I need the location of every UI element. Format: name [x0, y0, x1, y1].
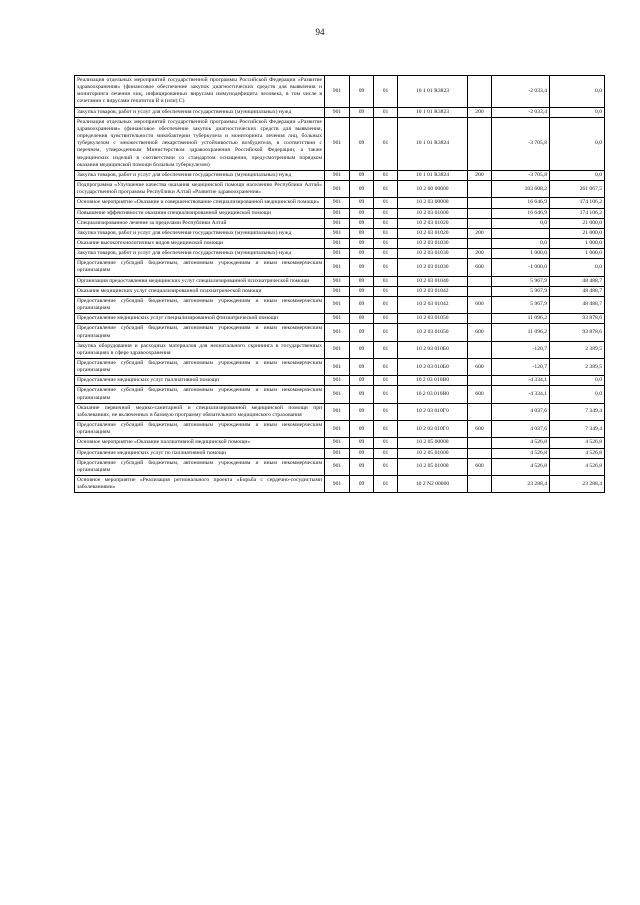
- row-subsection-code: 01: [374, 296, 398, 313]
- row-subsection-code: 01: [374, 218, 398, 228]
- row-admin-code: 901: [325, 421, 350, 438]
- row-subsection-code: 01: [374, 228, 398, 238]
- row-admin-code: 901: [325, 259, 350, 276]
- row-description: Предоставление субсидий бюджетным, автономным учреждениям и иным некоммерческим организациям: [75, 359, 325, 376]
- row-target-article: 10 2 03 01050: [398, 314, 468, 324]
- table-row: [75, 403, 605, 420]
- row-target-article: 10 2 03 010В0: [398, 376, 468, 386]
- table-row: [75, 314, 605, 324]
- row-amount-2: 2 389,5: [550, 359, 605, 376]
- row-amount-1: -4 334,1: [492, 376, 550, 386]
- row-subsection-code: 01: [374, 448, 398, 458]
- row-admin-code: 901: [325, 249, 350, 259]
- row-section-code: 09: [350, 228, 374, 238]
- row-description: Реализация отдельных мероприятий государственной программы Российской Федерации «Развитие здравоохранения» (финансовое обеспечение закупок диагностических средств для выявления и мониторинга лечения лиц, инфицированных вирусами иммунодефицита человека, в том числе в сочетании с вирусами гепатитов В и (или) С): [75, 76, 325, 108]
- row-subsection-code: 01: [374, 286, 398, 296]
- row-description: Предоставление субсидий бюджетным, автономным учреждениям и иным некоммерческим организациям: [75, 259, 325, 276]
- row-amount-2: 2 389,5: [550, 341, 605, 358]
- row-expense-type: 200: [468, 170, 492, 180]
- row-amount-2: 0,0: [550, 117, 605, 170]
- row-amount-1: 11 096,2: [492, 324, 550, 341]
- row-amount-2: 4 526,8: [550, 448, 605, 458]
- row-target-article: 10 2 N2 00000: [398, 476, 468, 493]
- table-row: [75, 249, 605, 259]
- row-section-code: 09: [350, 458, 374, 475]
- row-admin-code: 901: [325, 403, 350, 420]
- row-amount-2: 93 878,6: [550, 314, 605, 324]
- row-amount-2: 0,0: [550, 170, 605, 180]
- row-subsection-code: 01: [374, 476, 398, 493]
- table-body: [75, 76, 605, 493]
- row-description: Закупка товаров, работ и услуг для обеспечения государственных (муниципальных) нужд: [75, 107, 325, 117]
- row-admin-code: 901: [325, 458, 350, 475]
- row-admin-code: 901: [325, 286, 350, 296]
- row-expense-type: [468, 448, 492, 458]
- row-amount-2: 0,0: [550, 107, 605, 117]
- row-amount-1: 4 526,8: [492, 448, 550, 458]
- row-target-article: 10 2 03 01000: [398, 208, 468, 218]
- row-amount-1: 0,0: [492, 238, 550, 248]
- page-number: 94: [315, 27, 325, 37]
- row-subsection-code: 01: [374, 421, 398, 438]
- row-target-article: 10 2 03 010Б0: [398, 341, 468, 358]
- row-subsection-code: 01: [374, 208, 398, 218]
- row-expense-type: [468, 238, 492, 248]
- row-target-article: 10 2 03 010Г0: [398, 403, 468, 420]
- row-description: Повышение эффективности оказания специализированной медицинской помощи: [75, 208, 325, 218]
- row-description: Предоставление медицинских услуг специализированной фтизиатрической помощи: [75, 314, 325, 324]
- row-amount-2: 48 488,7: [550, 286, 605, 296]
- table-row: [75, 170, 605, 180]
- row-amount-2: 1 000,0: [550, 238, 605, 248]
- row-target-article: 10 2 03 01020: [398, 228, 468, 238]
- row-admin-code: 901: [325, 341, 350, 358]
- row-subsection-code: 01: [374, 198, 398, 208]
- row-amount-2: 23 288,4: [550, 476, 605, 493]
- row-subsection-code: 01: [374, 458, 398, 475]
- row-target-article: 10 1 01 R3824: [398, 117, 468, 170]
- row-section-code: 09: [350, 198, 374, 208]
- row-section-code: 09: [350, 117, 374, 170]
- row-target-article: 10 2 03 01020: [398, 218, 468, 228]
- row-description: Предоставление медицинских услуг паллиативной помощи: [75, 376, 325, 386]
- row-amount-2: 174 106,2: [550, 198, 605, 208]
- row-target-article: 10 2 03 01030: [398, 249, 468, 259]
- row-amount-1: 4 526,8: [492, 458, 550, 475]
- row-section-code: 09: [350, 324, 374, 341]
- row-target-article: 10 2 03 01050: [398, 324, 468, 341]
- row-target-article: 10 2 00 00000: [398, 181, 468, 198]
- row-section-code: 09: [350, 218, 374, 228]
- row-target-article: 10 2 05 00000: [398, 438, 468, 448]
- row-amount-2: 4 526,8: [550, 458, 605, 475]
- row-amount-2: 0,0: [550, 259, 605, 276]
- row-amount-1: 5 967,9: [492, 276, 550, 286]
- row-expense-type: [468, 208, 492, 218]
- row-amount-2: 0,0: [550, 376, 605, 386]
- table-row: [75, 438, 605, 448]
- row-section-code: 09: [350, 107, 374, 117]
- row-description: Оказание медицинских услуг специализированной психиатрической помощи: [75, 286, 325, 296]
- table-row: [75, 359, 605, 376]
- row-expense-type: [468, 314, 492, 324]
- row-admin-code: 901: [325, 170, 350, 180]
- row-description: Специализированное лечение за пределами Республики Алтай: [75, 218, 325, 228]
- row-expense-type: [468, 341, 492, 358]
- row-section-code: 09: [350, 476, 374, 493]
- row-expense-type: [468, 76, 492, 108]
- row-expense-type: [468, 286, 492, 296]
- row-amount-1: 5 967,9: [492, 286, 550, 296]
- row-expense-type: [468, 403, 492, 420]
- row-expense-type: [468, 117, 492, 170]
- table-row: [75, 218, 605, 228]
- row-expense-type: [468, 376, 492, 386]
- row-section-code: 09: [350, 341, 374, 358]
- row-section-code: 09: [350, 296, 374, 313]
- row-expense-type: 600: [468, 421, 492, 438]
- row-description: Предоставление субсидий бюджетным, автономным учреждениям и иным некоммерческим организациям: [75, 296, 325, 313]
- row-amount-1: 1 000,0: [492, 249, 550, 259]
- row-expense-type: [468, 198, 492, 208]
- row-description: Основное мероприятие «Оказание паллиативной медицинской помощи»: [75, 438, 325, 448]
- row-description: Закупка товаров, работ и услуг для обеспечения государственных (муниципальных) нужд: [75, 170, 325, 180]
- row-amount-2: 0,0: [550, 386, 605, 403]
- row-section-code: 09: [350, 181, 374, 198]
- row-admin-code: 901: [325, 448, 350, 458]
- row-subsection-code: 01: [374, 403, 398, 420]
- row-subsection-code: 01: [374, 376, 398, 386]
- row-expense-type: [468, 181, 492, 198]
- table-row: [75, 76, 605, 108]
- table-row: [75, 181, 605, 198]
- row-description: Организация предоставления медицинских услуг специализированной психиатрической помощи: [75, 276, 325, 286]
- table-row: [75, 228, 605, 238]
- row-amount-1: 16 646,9: [492, 198, 550, 208]
- row-description: Основное мероприятие «Реализация регионального проекта «Борьба с сердечно-сосудистыми заболеваниями»: [75, 476, 325, 493]
- row-subsection-code: 01: [374, 259, 398, 276]
- row-expense-type: 600: [468, 386, 492, 403]
- row-subsection-code: 01: [374, 276, 398, 286]
- row-section-code: 09: [350, 259, 374, 276]
- row-amount-2: 48 488,7: [550, 296, 605, 313]
- row-amount-2: 48 488,7: [550, 276, 605, 286]
- row-admin-code: 901: [325, 198, 350, 208]
- row-section-code: 09: [350, 438, 374, 448]
- row-subsection-code: 01: [374, 76, 398, 108]
- row-amount-2: 93 878,6: [550, 324, 605, 341]
- row-subsection-code: 01: [374, 341, 398, 358]
- row-admin-code: 901: [325, 314, 350, 324]
- row-target-article: 10 2 03 01042: [398, 286, 468, 296]
- row-amount-2: 7 349,4: [550, 421, 605, 438]
- table-row: [75, 458, 605, 475]
- row-admin-code: 901: [325, 324, 350, 341]
- row-section-code: 09: [350, 286, 374, 296]
- row-amount-1: -2 033,4: [492, 76, 550, 108]
- table-row: [75, 296, 605, 313]
- row-admin-code: 901: [325, 476, 350, 493]
- row-amount-1: -3 705,8: [492, 117, 550, 170]
- row-section-code: 09: [350, 276, 374, 286]
- row-expense-type: 200: [468, 107, 492, 117]
- row-target-article: 10 2 03 01030: [398, 259, 468, 276]
- row-amount-1: 4 526,8: [492, 438, 550, 448]
- row-amount-1: 23 288,4: [492, 476, 550, 493]
- row-admin-code: 901: [325, 76, 350, 108]
- row-expense-type: 200: [468, 228, 492, 238]
- row-amount-2: 7 349,4: [550, 403, 605, 420]
- row-amount-1: 5 967,9: [492, 296, 550, 313]
- row-amount-1: -120,7: [492, 341, 550, 358]
- row-amount-2: 21 000,0: [550, 218, 605, 228]
- row-section-code: 09: [350, 359, 374, 376]
- row-subsection-code: 01: [374, 249, 398, 259]
- row-subsection-code: 01: [374, 324, 398, 341]
- row-subsection-code: 01: [374, 238, 398, 248]
- row-description: Реализация отдельных мероприятий государственной программы Российской Федерации «Развитие здравоохранения» (финансовое обеспечение закупок диагностических средств для выявления, определения чувствительности микобактерии туберкулеза и мониторинга лечения лиц, больных туберкулезом с множественной лекарственной устойчивостью возбудителя, в соответствии с перечнем, утвержденным Министерством здравоохранения Российской Федерации, а также медицинских изделий в соответствии со стандартом оснащения, предусмотренным порядком оказания медицинской помощи больным туберкулезом): [75, 117, 325, 170]
- row-description: Закупка товаров, работ и услуг для обеспечения государственных (муниципальных) нужд: [75, 249, 325, 259]
- row-amount-1: 11 096,2: [492, 314, 550, 324]
- row-description: Закупка товаров, работ и услуг для обеспечения государственных (муниципальных) нужд: [75, 228, 325, 238]
- table-row: [75, 341, 605, 358]
- row-amount-2: 1 000,0: [550, 249, 605, 259]
- row-amount-1: 4 037,6: [492, 421, 550, 438]
- row-admin-code: 901: [325, 107, 350, 117]
- row-expense-type: 600: [468, 359, 492, 376]
- row-description: Предоставление субсидий бюджетным, автономным учреждениям и иным некоммерческим организациям: [75, 386, 325, 403]
- table-row: [75, 208, 605, 218]
- row-description: Предоставление субсидий бюджетным, автономным учреждениям и иным некоммерческим организациям: [75, 324, 325, 341]
- table-row: [75, 386, 605, 403]
- table-row: [75, 448, 605, 458]
- row-amount-1: -1 000,0: [492, 259, 550, 276]
- row-description: Оказание первичной медико-санитарной и специализированной медицинской помощи при заболеваниях, не включенных в базовую программу обязательного медицинского страхования: [75, 403, 325, 420]
- row-admin-code: 901: [325, 376, 350, 386]
- row-description: Подпрограмма «Улучшение качества оказания медицинской помощи населению Республики Алтай» государственной программы Республики Алтай «Развитие здравоохранения»: [75, 181, 325, 198]
- table-row: [75, 476, 605, 493]
- row-amount-1: -3 705,8: [492, 170, 550, 180]
- row-section-code: 09: [350, 76, 374, 108]
- row-expense-type: 600: [468, 296, 492, 313]
- row-admin-code: 901: [325, 386, 350, 403]
- row-subsection-code: 01: [374, 181, 398, 198]
- table-row: [75, 286, 605, 296]
- row-section-code: 09: [350, 386, 374, 403]
- row-expense-type: 600: [468, 259, 492, 276]
- row-target-article: 10 1 01 R3823: [398, 76, 468, 108]
- row-admin-code: 901: [325, 208, 350, 218]
- row-admin-code: 901: [325, 117, 350, 170]
- row-admin-code: 901: [325, 238, 350, 248]
- row-target-article: 10 2 03 00000: [398, 198, 468, 208]
- row-subsection-code: 01: [374, 170, 398, 180]
- row-amount-1: -4 334,1: [492, 386, 550, 403]
- row-subsection-code: 01: [374, 314, 398, 324]
- row-subsection-code: 01: [374, 386, 398, 403]
- row-amount-1: [492, 228, 550, 238]
- row-amount-1: 0,0: [492, 218, 550, 228]
- row-section-code: 09: [350, 170, 374, 180]
- table-row: [75, 198, 605, 208]
- row-description: Основное мероприятие «Оказание и совершенствование специализированной медицинской помощи»: [75, 198, 325, 208]
- row-expense-type: [468, 476, 492, 493]
- row-amount-1: -2 033,4: [492, 107, 550, 117]
- table-row: [75, 276, 605, 286]
- row-amount-1: 4 037,6: [492, 403, 550, 420]
- table-row: [75, 107, 605, 117]
- row-description: Предоставление субсидий бюджетным, автономным учреждениям и иным некоммерческим организациям: [75, 421, 325, 438]
- row-description: Оказание высокотехнологичных видов медицинской помощи: [75, 238, 325, 248]
- row-target-article: 10 2 03 01030: [398, 238, 468, 248]
- row-expense-type: [468, 438, 492, 448]
- row-target-article: 10 2 05 01000: [398, 458, 468, 475]
- row-section-code: 09: [350, 314, 374, 324]
- budget-table: [74, 75, 605, 493]
- table-row: [75, 117, 605, 170]
- row-subsection-code: 01: [374, 438, 398, 448]
- row-amount-1: 16 646,9: [492, 208, 550, 218]
- row-expense-type: [468, 276, 492, 286]
- row-amount-2: 174 106,2: [550, 208, 605, 218]
- table-row: [75, 259, 605, 276]
- row-description: Предоставление субсидий бюджетным, автономным учреждениям и иным некоммерческим организациям: [75, 458, 325, 475]
- row-section-code: 09: [350, 238, 374, 248]
- table-row: [75, 324, 605, 341]
- row-target-article: 10 1 01 R3823: [398, 107, 468, 117]
- row-expense-type: 600: [468, 458, 492, 475]
- row-target-article: 10 2 03 01042: [398, 296, 468, 313]
- row-expense-type: 600: [468, 324, 492, 341]
- row-target-article: 10 2 03 010В0: [398, 386, 468, 403]
- row-subsection-code: 01: [374, 359, 398, 376]
- row-target-article: 10 1 01 R3824: [398, 170, 468, 180]
- row-description: Закупка оборудования и расходных материалов для неонатального скрининга в государственных организациях в сфере здравоохранения: [75, 341, 325, 358]
- row-admin-code: 901: [325, 296, 350, 313]
- row-subsection-code: 01: [374, 117, 398, 170]
- row-section-code: 09: [350, 208, 374, 218]
- row-amount-2: 261 067,5: [550, 181, 605, 198]
- row-amount-1: -120,7: [492, 359, 550, 376]
- row-target-article: 10 2 03 010Г0: [398, 421, 468, 438]
- row-target-article: 10 2 03 010Б0: [398, 359, 468, 376]
- row-admin-code: 901: [325, 276, 350, 286]
- row-admin-code: 901: [325, 228, 350, 238]
- row-subsection-code: 01: [374, 107, 398, 117]
- row-description: Предоставление медицинских услуг по паллиативной помощи: [75, 448, 325, 458]
- table-row: [75, 421, 605, 438]
- row-expense-type: [468, 218, 492, 228]
- table-row: [75, 376, 605, 386]
- row-amount-1: 103 608,2: [492, 181, 550, 198]
- row-section-code: 09: [350, 376, 374, 386]
- row-section-code: 09: [350, 249, 374, 259]
- row-section-code: 09: [350, 448, 374, 458]
- row-amount-2: 0,0: [550, 76, 605, 108]
- row-amount-2: 21 000,0: [550, 228, 605, 238]
- row-admin-code: 901: [325, 218, 350, 228]
- table-row: [75, 238, 605, 248]
- row-target-article: 10 2 03 01040: [398, 276, 468, 286]
- row-amount-2: 4 526,8: [550, 438, 605, 448]
- row-section-code: 09: [350, 421, 374, 438]
- row-expense-type: 200: [468, 249, 492, 259]
- row-admin-code: 901: [325, 359, 350, 376]
- row-admin-code: 901: [325, 181, 350, 198]
- row-target-article: 10 2 05 01000: [398, 448, 468, 458]
- row-section-code: 09: [350, 403, 374, 420]
- row-admin-code: 901: [325, 438, 350, 448]
